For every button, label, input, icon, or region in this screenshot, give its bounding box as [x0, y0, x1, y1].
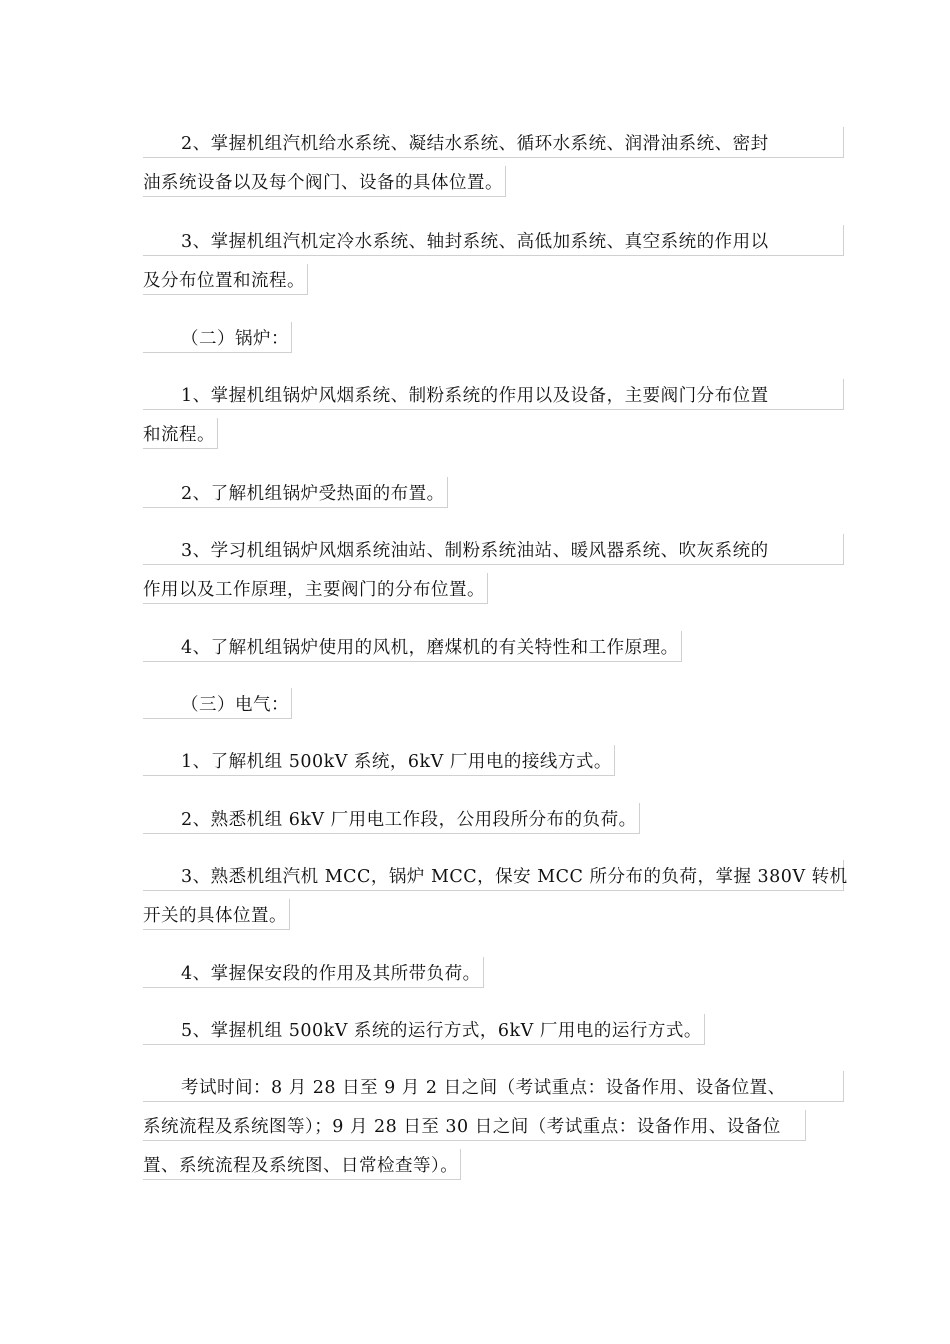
- paragraph: [143, 477, 805, 516]
- section-heading: [143, 322, 805, 361]
- text-line: 系统流程及系统图等）；9 月 28 日至 30 日之间（考试重点：设备作用、设备位: [143, 1110, 805, 1149]
- text-line: 油系统设备以及每个阀门、设备的具体位置。: [143, 166, 805, 205]
- paragraph: [143, 957, 805, 996]
- paragraph: [143, 745, 805, 784]
- paragraph: [143, 379, 805, 457]
- text-line: 2、了解机组锅炉受热面的布置。: [143, 477, 805, 516]
- section-heading: [143, 688, 805, 727]
- paragraph: [143, 534, 805, 612]
- paragraph: [143, 860, 848, 938]
- text-line: 3、学习机组锅炉风烟系统油站、制粉系统油站、暖风器系统、吹灰系统的: [143, 534, 805, 573]
- text-line: 考试时间：8 月 28 日至 9 月 2 日之间（考试重点：设备作用、设备位置、: [143, 1071, 805, 1110]
- text-line: 和流程。: [143, 418, 805, 457]
- paragraph: [143, 127, 805, 205]
- text-line: 及分布位置和流程。: [143, 264, 805, 303]
- text-line: 4、掌握保安段的作用及其所带负荷。: [143, 957, 805, 996]
- text-line: 作用以及工作原理，主要阀门的分布位置。: [143, 573, 805, 612]
- text-line: 1、掌握机组锅炉风烟系统、制粉系统的作用以及设备，主要阀门分布位置: [143, 379, 805, 418]
- text-line: （三）电气：: [143, 688, 805, 727]
- paragraph: [143, 1071, 805, 1188]
- paragraph: [143, 1014, 805, 1053]
- text-line: 2、掌握机组汽机给水系统、凝结水系统、循环水系统、润滑油系统、密封: [143, 127, 805, 166]
- paragraph: [143, 631, 805, 670]
- text-line: 1、了解机组 500kV 系统，6kV 厂用电的接线方式。: [143, 745, 805, 784]
- text-line: 2、熟悉机组 6kV 厂用电工作段，公用段所分布的负荷。: [143, 803, 805, 842]
- text-line: 3、熟悉机组汽机 MCC，锅炉 MCC，保安 MCC 所分布的负荷，掌握 380V 转机: [143, 860, 805, 899]
- text-line: 4、了解机组锅炉使用的风机，磨煤机的有关特性和工作原理。: [143, 631, 805, 670]
- text-line: 开关的具体位置。: [143, 899, 805, 938]
- text-line: 3、掌握机组汽机定冷水系统、轴封系统、高低加系统、真空系统的作用以: [143, 225, 805, 264]
- text-line: （二）锅炉：: [143, 322, 805, 361]
- text-line: 5、掌握机组 500kV 系统的运行方式，6kV 厂用电的运行方式。: [143, 1014, 805, 1053]
- paragraph: [143, 803, 805, 842]
- paragraph: [143, 225, 805, 303]
- text-line: 置、系统流程及系统图、日常检查等）。: [143, 1149, 805, 1188]
